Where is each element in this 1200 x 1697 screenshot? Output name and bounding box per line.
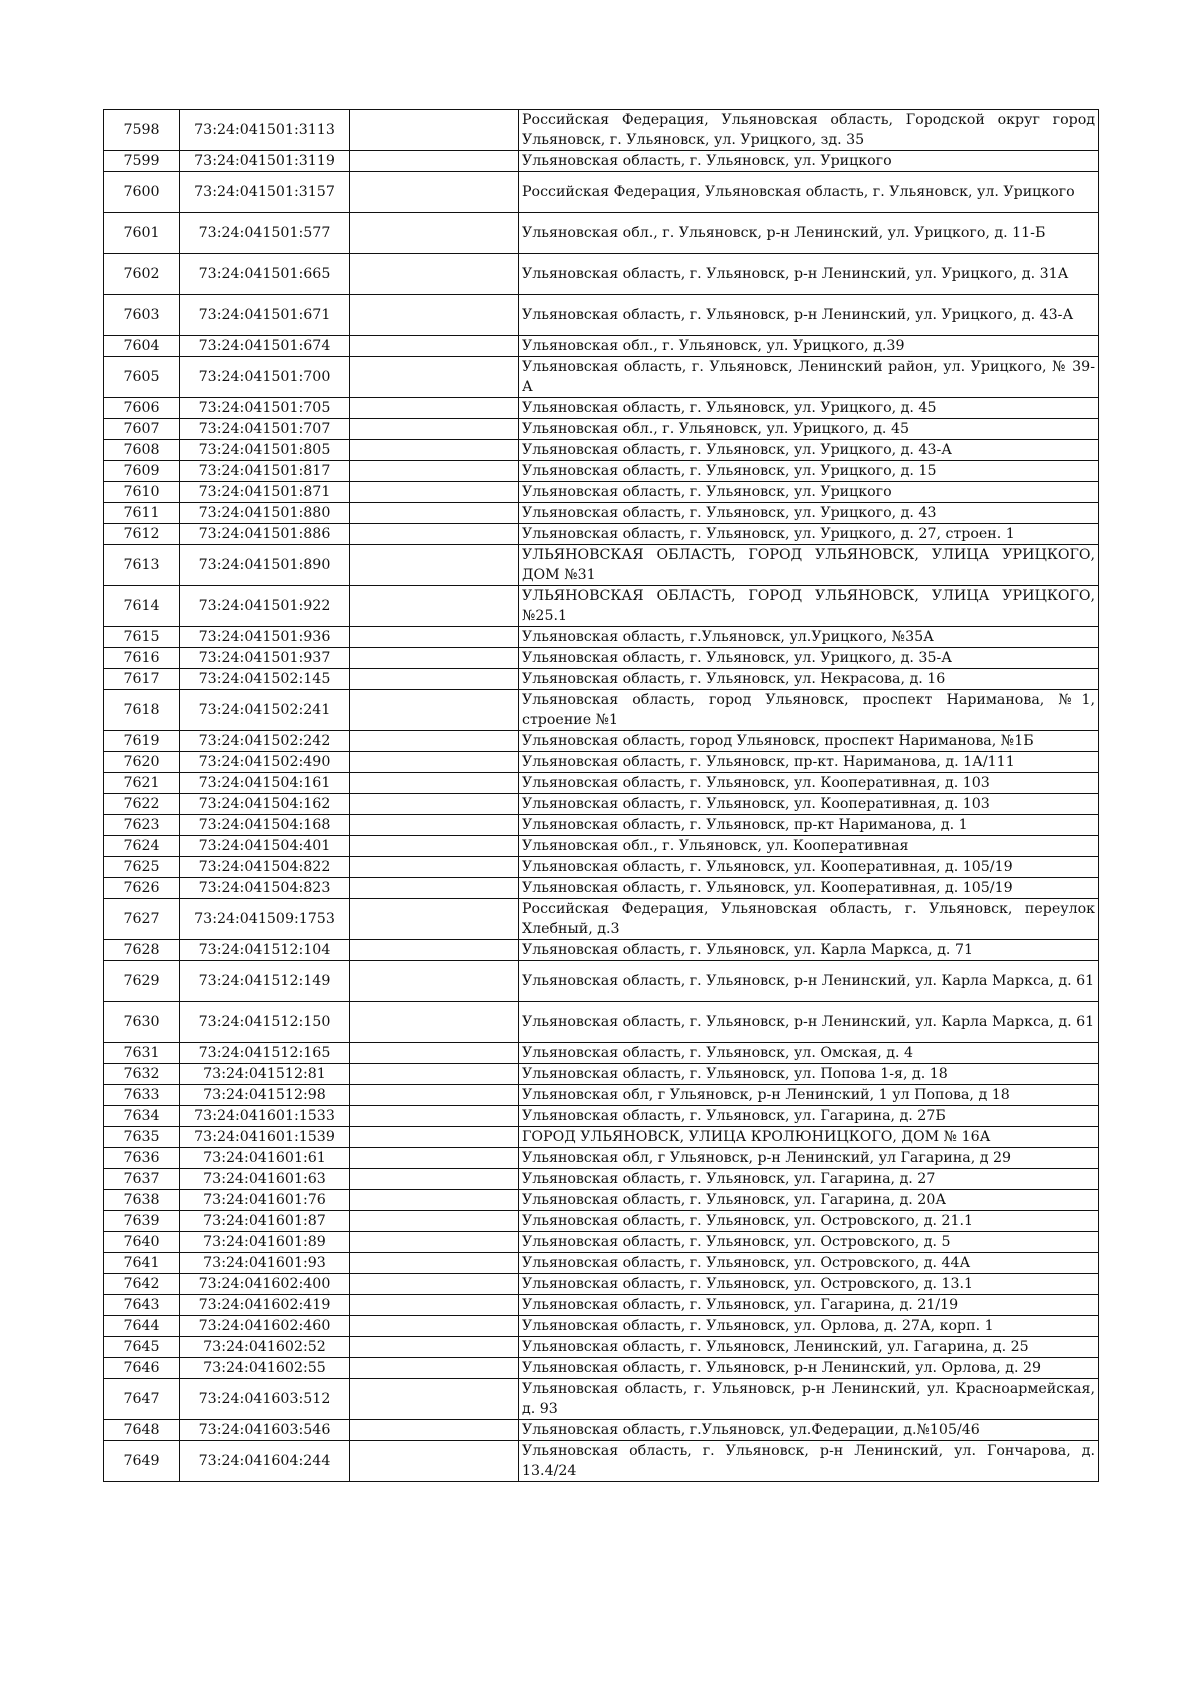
table-row [104, 1190, 1099, 1211]
table-row [104, 1295, 1099, 1316]
empty-cell [350, 1337, 519, 1358]
table-row [104, 794, 1099, 815]
address-cell: Ульяновская обл., г. Ульяновск, р-н Ленинский, ул. Урицкого, д. 11-Б [519, 213, 1099, 254]
cadastral-number-cell: 73:24:041502:490 [180, 752, 350, 773]
cadastral-number-cell: 73:24:041501:3113 [180, 110, 350, 151]
cadastral-number-cell: 73:24:041502:241 [180, 690, 350, 731]
table-row [104, 1085, 1099, 1106]
empty-cell [350, 398, 519, 419]
address-cell: Ульяновская область, г. Ульяновск, ул. Островского, д. 13.1 [519, 1274, 1099, 1295]
cadastral-number-cell: 73:24:041601:87 [180, 1211, 350, 1232]
cadastral-number-cell: 73:24:041501:671 [180, 295, 350, 336]
cadastral-number-cell: 73:24:041504:168 [180, 815, 350, 836]
row-number-cell: 7620 [104, 752, 180, 773]
empty-cell [350, 295, 519, 336]
address-cell: Российская Федерация, Ульяновская область, Городской округ город Ульяновск, г. Ульяновск, ул. Урицкого, зд. 35 [519, 110, 1099, 151]
row-number-cell: 7632 [104, 1064, 180, 1085]
table-row [104, 1043, 1099, 1064]
table-row [104, 878, 1099, 899]
table-row [104, 940, 1099, 961]
cadastral-number-cell: 73:24:041602:55 [180, 1358, 350, 1379]
address-cell: Ульяновская область, г. Ульяновск, ул. Попова 1-я, д. 18 [519, 1064, 1099, 1085]
row-number-cell: 7625 [104, 857, 180, 878]
empty-cell [350, 752, 519, 773]
table-row [104, 461, 1099, 482]
row-number-cell: 7647 [104, 1379, 180, 1420]
table-row [104, 545, 1099, 586]
cadastral-number-cell: 73:24:041504:401 [180, 836, 350, 857]
empty-cell [350, 627, 519, 648]
address-cell: Ульяновская область, г. Ульяновск, ул. Кооперативная, д. 103 [519, 773, 1099, 794]
empty-cell [350, 1148, 519, 1169]
cadastral-number-cell: 73:24:041501:890 [180, 545, 350, 586]
table-row [104, 1211, 1099, 1232]
address-cell: ГОРОД УЛЬЯНОВСК, УЛИЦА КРОЛЮНИЦКОГО, ДОМ № 16А [519, 1127, 1099, 1148]
address-cell: Ульяновская область, г. Ульяновск, ул. Островского, д. 21.1 [519, 1211, 1099, 1232]
address-cell: Ульяновская область, г. Ульяновск, ул. Островского, д. 44А [519, 1253, 1099, 1274]
row-number-cell: 7615 [104, 627, 180, 648]
empty-cell [350, 1358, 519, 1379]
row-number-cell: 7630 [104, 1002, 180, 1043]
table-row [104, 899, 1099, 940]
cadastral-number-cell: 73:24:041501:3119 [180, 151, 350, 172]
address-cell: Ульяновская область, г.Ульяновск, ул.Федерации, д.№105/46 [519, 1420, 1099, 1441]
table-row [104, 440, 1099, 461]
cadastral-number-cell: 73:24:041501:936 [180, 627, 350, 648]
cadastral-number-cell: 73:24:041512:165 [180, 1043, 350, 1064]
empty-cell [350, 1190, 519, 1211]
address-cell: Ульяновская область, г. Ульяновск, пр-кт Нариманова, д. 1 [519, 815, 1099, 836]
address-cell: Ульяновская область, город Ульяновск, проспект Нариманова, №1, строение №1 [519, 690, 1099, 731]
table-row [104, 1148, 1099, 1169]
empty-cell [350, 1379, 519, 1420]
table-row [104, 398, 1099, 419]
table-row [104, 1441, 1099, 1482]
cadastral-number-cell: 73:24:041601:1539 [180, 1127, 350, 1148]
row-number-cell: 7609 [104, 461, 180, 482]
row-number-cell: 7638 [104, 1190, 180, 1211]
row-number-cell: 7614 [104, 586, 180, 627]
cadastral-number-cell: 73:24:041512:81 [180, 1064, 350, 1085]
address-cell: Ульяновская обл., г. Ульяновск, ул. Урицкого, д.39 [519, 336, 1099, 357]
cadastral-number-cell: 73:24:041501:3157 [180, 172, 350, 213]
cadastral-number-cell: 73:24:041603:512 [180, 1379, 350, 1420]
address-cell: Ульяновская область, г. Ульяновск, Ленинский, ул. Гагарина, д. 25 [519, 1337, 1099, 1358]
cadastral-number-cell: 73:24:041602:400 [180, 1274, 350, 1295]
empty-cell [350, 731, 519, 752]
table-row [104, 1127, 1099, 1148]
empty-cell [350, 1420, 519, 1441]
row-number-cell: 7641 [104, 1253, 180, 1274]
cadastral-number-cell: 73:24:041512:104 [180, 940, 350, 961]
row-number-cell: 7631 [104, 1043, 180, 1064]
empty-cell [350, 503, 519, 524]
cadastral-number-cell: 73:24:041501:880 [180, 503, 350, 524]
row-number-cell: 7636 [104, 1148, 180, 1169]
table-row [104, 857, 1099, 878]
table-row [104, 482, 1099, 503]
empty-cell [350, 1295, 519, 1316]
table-row [104, 254, 1099, 295]
address-cell: Ульяновская область, г. Ульяновск, р-н Ленинский, ул. Красноармейская, д. 93 [519, 1379, 1099, 1420]
cadastral-number-cell: 73:24:041501:665 [180, 254, 350, 295]
empty-cell [350, 1232, 519, 1253]
address-cell: Ульяновская область, г. Ульяновск, Ленинский район, ул. Урицкого, № 39-А [519, 357, 1099, 398]
empty-cell [350, 110, 519, 151]
address-cell: Ульяновская область, г. Ульяновск, р-н Ленинский, ул. Карла Маркса, д. 61 [519, 961, 1099, 1002]
empty-cell [350, 545, 519, 586]
row-number-cell: 7616 [104, 648, 180, 669]
empty-cell [350, 1274, 519, 1295]
address-cell: Ульяновская область, г. Ульяновск, р-н Ленинский, ул. Гончарова, д. 13.4/24 [519, 1441, 1099, 1482]
address-cell: Ульяновская область, г. Ульяновск, ул. Островского, д. 5 [519, 1232, 1099, 1253]
cadastral-number-cell: 73:24:041601:61 [180, 1148, 350, 1169]
row-number-cell: 7611 [104, 503, 180, 524]
row-number-cell: 7640 [104, 1232, 180, 1253]
row-number-cell: 7622 [104, 794, 180, 815]
empty-cell [350, 794, 519, 815]
address-cell: Ульяновская область, г. Ульяновск, ул. Урицкого, д. 27, строен. 1 [519, 524, 1099, 545]
row-number-cell: 7603 [104, 295, 180, 336]
address-cell: Ульяновская обл., г. Ульяновск, ул. Кооперативная [519, 836, 1099, 857]
cadastral-number-cell: 73:24:041501:871 [180, 482, 350, 503]
row-number-cell: 7605 [104, 357, 180, 398]
row-number-cell: 7639 [104, 1211, 180, 1232]
empty-cell [350, 1169, 519, 1190]
row-number-cell: 7607 [104, 419, 180, 440]
cadastral-number-cell: 73:24:041601:1533 [180, 1106, 350, 1127]
empty-cell [350, 357, 519, 398]
row-number-cell: 7635 [104, 1127, 180, 1148]
cadastral-number-cell: 73:24:041601:76 [180, 1190, 350, 1211]
table-row [104, 213, 1099, 254]
empty-cell [350, 440, 519, 461]
empty-cell [350, 1211, 519, 1232]
address-cell: Ульяновская обл, г Ульяновск, р-н Ленинский, ул Гагарина, д 29 [519, 1148, 1099, 1169]
empty-cell [350, 648, 519, 669]
table-row [104, 648, 1099, 669]
cadastral-number-cell: 73:24:041601:89 [180, 1232, 350, 1253]
table-row [104, 773, 1099, 794]
table-row [104, 1064, 1099, 1085]
address-cell: Ульяновская область, г. Ульяновск, ул. Гагарина, д. 20А [519, 1190, 1099, 1211]
cadastral-number-cell: 73:24:041501:886 [180, 524, 350, 545]
cadastral-number-cell: 73:24:041504:161 [180, 773, 350, 794]
address-cell: Ульяновская область, г. Ульяновск, р-н Ленинский, ул. Орлова, д. 29 [519, 1358, 1099, 1379]
address-cell: Ульяновская область, г. Ульяновск, ул. Кооперативная, д. 103 [519, 794, 1099, 815]
empty-cell [350, 1064, 519, 1085]
table-row [104, 961, 1099, 1002]
empty-cell [350, 899, 519, 940]
table-row [104, 1253, 1099, 1274]
cadastral-number-cell: 73:24:041501:705 [180, 398, 350, 419]
address-cell: Ульяновская область, г.Ульяновск, ул.Урицкого, №35А [519, 627, 1099, 648]
table-row [104, 1358, 1099, 1379]
table-row [104, 110, 1099, 151]
address-cell: Ульяновская область, г. Ульяновск, ул. Омская, д. 4 [519, 1043, 1099, 1064]
cadastral-registry-table [103, 109, 1099, 1482]
cadastral-number-cell: 73:24:041512:98 [180, 1085, 350, 1106]
cadastral-number-cell: 73:24:041602:52 [180, 1337, 350, 1358]
table-row [104, 503, 1099, 524]
row-number-cell: 7634 [104, 1106, 180, 1127]
address-cell: Ульяновская область, г. Ульяновск, р-н Ленинский, ул. Карла Маркса, д. 61 [519, 1002, 1099, 1043]
empty-cell [350, 878, 519, 899]
table-row [104, 669, 1099, 690]
row-number-cell: 7608 [104, 440, 180, 461]
cadastral-number-cell: 73:24:041501:707 [180, 419, 350, 440]
cadastral-number-cell: 73:24:041501:805 [180, 440, 350, 461]
empty-cell [350, 836, 519, 857]
cadastral-number-cell: 73:24:041501:700 [180, 357, 350, 398]
empty-cell [350, 586, 519, 627]
row-number-cell: 7624 [104, 836, 180, 857]
address-cell: УЛЬЯНОВСКАЯ ОБЛАСТЬ, ГОРОД УЛЬЯНОВСК, УЛИЦА УРИЦКОГО, №25.1 [519, 586, 1099, 627]
table-row [104, 731, 1099, 752]
table-row [104, 151, 1099, 172]
empty-cell [350, 669, 519, 690]
row-number-cell: 7637 [104, 1169, 180, 1190]
row-number-cell: 7646 [104, 1358, 180, 1379]
address-cell: Ульяновская область, г. Ульяновск, ул. Урицкого [519, 151, 1099, 172]
row-number-cell: 7613 [104, 545, 180, 586]
table-row [104, 1337, 1099, 1358]
table-row [104, 627, 1099, 648]
address-cell: Ульяновская область, г. Ульяновск, ул. Карла Маркса, д. 71 [519, 940, 1099, 961]
address-cell: Ульяновская область, г. Ульяновск, ул. Урицкого, д. 43-А [519, 440, 1099, 461]
cadastral-number-cell: 73:24:041602:419 [180, 1295, 350, 1316]
row-number-cell: 7602 [104, 254, 180, 295]
cadastral-number-cell: 73:24:041504:822 [180, 857, 350, 878]
row-number-cell: 7601 [104, 213, 180, 254]
empty-cell [350, 815, 519, 836]
cadastral-number-cell: 73:24:041502:145 [180, 669, 350, 690]
cadastral-number-cell: 73:24:041604:244 [180, 1441, 350, 1482]
table-row [104, 690, 1099, 731]
address-cell: Ульяновская область, город Ульяновск, проспект Нариманова, №1Б [519, 731, 1099, 752]
address-cell: Ульяновская область, г. Ульяновск, ул. Урицкого, д. 15 [519, 461, 1099, 482]
cadastral-number-cell: 73:24:041504:162 [180, 794, 350, 815]
empty-cell [350, 1253, 519, 1274]
row-number-cell: 7628 [104, 940, 180, 961]
table-row [104, 336, 1099, 357]
empty-cell [350, 419, 519, 440]
table-row [104, 836, 1099, 857]
row-number-cell: 7642 [104, 1274, 180, 1295]
row-number-cell: 7612 [104, 524, 180, 545]
address-cell: Ульяновская обл, г Ульяновск, р-н Ленинский, 1 ул Попова, д 18 [519, 1085, 1099, 1106]
address-cell: Ульяновская область, г. Ульяновск, ул. Гагарина, д. 27 [519, 1169, 1099, 1190]
row-number-cell: 7623 [104, 815, 180, 836]
address-cell: Ульяновская область, г. Ульяновск, ул. Кооперативная, д. 105/19 [519, 857, 1099, 878]
cadastral-number-cell: 73:24:041502:242 [180, 731, 350, 752]
empty-cell [350, 961, 519, 1002]
table-row [104, 586, 1099, 627]
cadastral-number-cell: 73:24:041509:1753 [180, 899, 350, 940]
table-row [104, 1232, 1099, 1253]
row-number-cell: 7644 [104, 1316, 180, 1337]
empty-cell [350, 1043, 519, 1064]
row-number-cell: 7606 [104, 398, 180, 419]
address-cell: Ульяновская область, г. Ульяновск, ул. Некрасова, д. 16 [519, 669, 1099, 690]
row-number-cell: 7629 [104, 961, 180, 1002]
empty-cell [350, 524, 519, 545]
row-number-cell: 7626 [104, 878, 180, 899]
address-cell: Ульяновская обл., г. Ульяновск, ул. Урицкого, д. 45 [519, 419, 1099, 440]
empty-cell [350, 151, 519, 172]
empty-cell [350, 336, 519, 357]
row-number-cell: 7619 [104, 731, 180, 752]
empty-cell [350, 461, 519, 482]
address-cell: Российская Федерация, Ульяновская область, г. Ульяновск, ул. Урицкого [519, 172, 1099, 213]
table-row [104, 1169, 1099, 1190]
registry-table-body [104, 110, 1099, 1482]
empty-cell [350, 213, 519, 254]
empty-cell [350, 857, 519, 878]
table-row [104, 815, 1099, 836]
table-row [104, 1316, 1099, 1337]
empty-cell [350, 690, 519, 731]
table-row [104, 295, 1099, 336]
empty-cell [350, 1316, 519, 1337]
table-row [104, 357, 1099, 398]
row-number-cell: 7645 [104, 1337, 180, 1358]
address-cell: Ульяновская область, г. Ульяновск, ул. Орлова, д. 27А, корп. 1 [519, 1316, 1099, 1337]
address-cell: Ульяновская область, г. Ульяновск, ул. Кооперативная, д. 105/19 [519, 878, 1099, 899]
row-number-cell: 7633 [104, 1085, 180, 1106]
table-row [104, 1002, 1099, 1043]
address-cell: Ульяновская область, г. Ульяновск, р-н Ленинский, ул. Урицкого, д. 31А [519, 254, 1099, 295]
address-cell: Ульяновская область, г. Ульяновск, пр-кт. Нариманова, д. 1А/111 [519, 752, 1099, 773]
cadastral-number-cell: 73:24:041501:817 [180, 461, 350, 482]
empty-cell [350, 773, 519, 794]
cadastral-number-cell: 73:24:041601:63 [180, 1169, 350, 1190]
address-cell: Российская Федерация, Ульяновская область, г. Ульяновск, переулок Хлебный, д.3 [519, 899, 1099, 940]
address-cell: Ульяновская область, г. Ульяновск, ул. Урицкого, д. 45 [519, 398, 1099, 419]
cadastral-number-cell: 73:24:041501:577 [180, 213, 350, 254]
row-number-cell: 7600 [104, 172, 180, 213]
row-number-cell: 7643 [104, 1295, 180, 1316]
empty-cell [350, 1127, 519, 1148]
cadastral-number-cell: 73:24:041501:674 [180, 336, 350, 357]
empty-cell [350, 1002, 519, 1043]
empty-cell [350, 1085, 519, 1106]
address-cell: Ульяновская область, г. Ульяновск, ул. Гагарина, д. 21/19 [519, 1295, 1099, 1316]
cadastral-number-cell: 73:24:041504:823 [180, 878, 350, 899]
row-number-cell: 7617 [104, 669, 180, 690]
address-cell: Ульяновская область, г. Ульяновск, ул. Урицкого, д. 43 [519, 503, 1099, 524]
row-number-cell: 7599 [104, 151, 180, 172]
empty-cell [350, 1106, 519, 1127]
cadastral-number-cell: 73:24:041501:922 [180, 586, 350, 627]
table-row [104, 1274, 1099, 1295]
table-row [104, 1420, 1099, 1441]
row-number-cell: 7621 [104, 773, 180, 794]
row-number-cell: 7649 [104, 1441, 180, 1482]
row-number-cell: 7618 [104, 690, 180, 731]
row-number-cell: 7627 [104, 899, 180, 940]
row-number-cell: 7648 [104, 1420, 180, 1441]
cadastral-number-cell: 73:24:041602:460 [180, 1316, 350, 1337]
address-cell: УЛЬЯНОВСКАЯ ОБЛАСТЬ, ГОРОД УЛЬЯНОВСК, УЛИЦА УРИЦКОГО, ДОМ №31 [519, 545, 1099, 586]
row-number-cell: 7598 [104, 110, 180, 151]
table-row [104, 419, 1099, 440]
cadastral-number-cell: 73:24:041512:149 [180, 961, 350, 1002]
address-cell: Ульяновская область, г. Ульяновск, ул. Урицкого, д. 35-А [519, 648, 1099, 669]
cadastral-number-cell: 73:24:041501:937 [180, 648, 350, 669]
empty-cell [350, 172, 519, 213]
cadastral-number-cell: 73:24:041601:93 [180, 1253, 350, 1274]
cadastral-number-cell: 73:24:041603:546 [180, 1420, 350, 1441]
row-number-cell: 7604 [104, 336, 180, 357]
address-cell: Ульяновская область, г. Ульяновск, ул. Гагарина, д. 27Б [519, 1106, 1099, 1127]
empty-cell [350, 1441, 519, 1482]
row-number-cell: 7610 [104, 482, 180, 503]
cadastral-number-cell: 73:24:041512:150 [180, 1002, 350, 1043]
empty-cell [350, 254, 519, 295]
address-cell: Ульяновская область, г. Ульяновск, ул. Урицкого [519, 482, 1099, 503]
empty-cell [350, 940, 519, 961]
table-row [104, 1379, 1099, 1420]
table-row [104, 524, 1099, 545]
table-row [104, 1106, 1099, 1127]
address-cell: Ульяновская область, г. Ульяновск, р-н Ленинский, ул. Урицкого, д. 43-А [519, 295, 1099, 336]
table-row [104, 172, 1099, 213]
empty-cell [350, 482, 519, 503]
table-row [104, 752, 1099, 773]
